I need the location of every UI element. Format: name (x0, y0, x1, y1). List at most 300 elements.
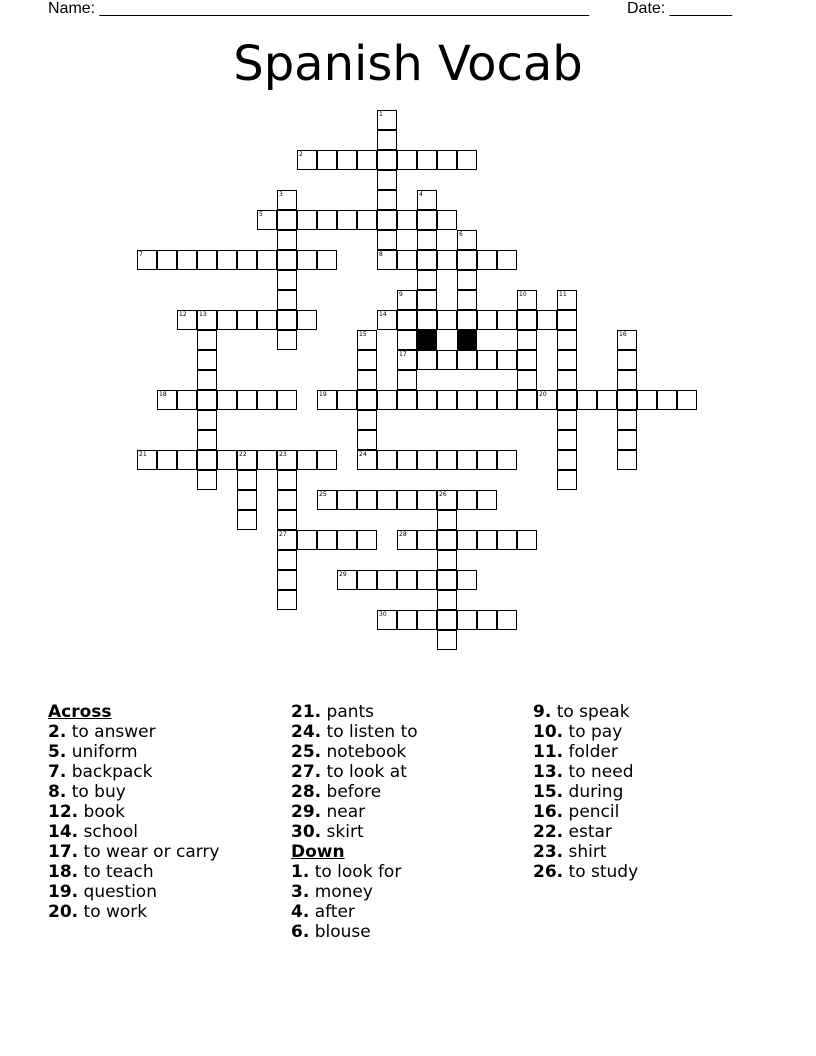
grid-cell[interactable] (277, 490, 297, 510)
grid-cell[interactable] (197, 410, 217, 430)
grid-cell[interactable] (497, 250, 517, 270)
grid-cell[interactable] (157, 250, 177, 270)
grid-cell[interactable] (597, 390, 617, 410)
grid-cell[interactable] (517, 530, 537, 550)
grid-cell[interactable] (217, 450, 237, 470)
grid-cell[interactable] (417, 490, 437, 510)
clue-number-26: 26 (439, 491, 447, 498)
grid-cell[interactable] (157, 450, 177, 470)
clue-number-9: 9 (399, 291, 403, 298)
grid-cell[interactable] (577, 390, 597, 410)
clue-number-3: 3 (279, 191, 283, 198)
grid-cell[interactable] (397, 610, 417, 630)
grid-cell[interactable] (337, 150, 357, 170)
grid-cell[interactable] (617, 370, 637, 390)
clue-item-number: 17. (48, 842, 79, 862)
clue-item-number: 20. (48, 902, 79, 922)
grid-cell[interactable] (437, 550, 457, 570)
grid-cell[interactable] (377, 150, 397, 170)
grid-cell[interactable] (437, 310, 457, 330)
grid-cell[interactable] (397, 310, 417, 330)
grid-cell[interactable] (437, 450, 457, 470)
grid-cell[interactable] (497, 610, 517, 630)
grid-cell[interactable] (497, 390, 517, 410)
grid-cell[interactable] (417, 210, 437, 230)
clue-item (291, 722, 418, 742)
clue-item (291, 922, 418, 942)
grid-cell[interactable] (457, 270, 477, 290)
clue-item (48, 822, 219, 842)
clue-item (533, 722, 638, 742)
grid-cell[interactable] (237, 310, 257, 330)
clue-number-13: 13 (199, 311, 207, 318)
clue-item (48, 882, 219, 902)
clue-item (291, 822, 418, 842)
clue-item-text: before (321, 782, 382, 802)
grid-cell[interactable] (197, 390, 217, 410)
clue-item-text: estar (563, 822, 612, 842)
clue-item (533, 702, 638, 722)
grid-cell[interactable] (357, 570, 377, 590)
clue-number-5: 5 (259, 211, 263, 218)
clue-number-10: 10 (519, 291, 527, 298)
clue-number-7: 7 (139, 251, 143, 258)
grid-cell[interactable] (277, 570, 297, 590)
grid-cell[interactable] (477, 610, 497, 630)
grid-cell[interactable] (457, 350, 477, 370)
clue-item-text: book (78, 802, 125, 822)
clue-item (291, 762, 418, 782)
grid-cell[interactable] (497, 350, 517, 370)
grid-cell[interactable] (357, 350, 377, 370)
clue-item-text: to wear or carry (78, 842, 220, 862)
clue-item-text: pants (321, 702, 375, 722)
black-square (417, 330, 437, 350)
grid-cell[interactable] (277, 330, 297, 350)
clue-item (533, 742, 638, 762)
clue-item-text: folder (563, 742, 618, 762)
grid-cell[interactable] (257, 450, 277, 470)
clue-item-number: 9. (533, 702, 552, 722)
clue-item-number: 18. (48, 862, 79, 882)
grid-cell[interactable] (397, 390, 417, 410)
grid-cell[interactable] (357, 210, 377, 230)
clue-number-4: 4 (419, 191, 423, 198)
grid-cell[interactable] (557, 390, 577, 410)
black-square (457, 330, 477, 350)
clue-item (291, 702, 418, 722)
clue-number-28: 28 (399, 531, 407, 538)
clue-item-number: 2. (48, 722, 67, 742)
grid-cell[interactable] (437, 250, 457, 270)
grid-cell[interactable] (417, 610, 437, 630)
clue-item (48, 862, 219, 882)
grid-cell[interactable] (277, 310, 297, 330)
name-field-label: Name: _______________________________________________________ (48, 0, 589, 17)
clue-item-text: after (309, 902, 355, 922)
clue-heading-down: Down (291, 842, 345, 862)
grid-cell[interactable] (537, 310, 557, 330)
clue-column-2 (291, 702, 418, 942)
grid-cell[interactable] (357, 370, 377, 390)
page-title: Spanish Vocab (233, 36, 583, 92)
grid-cell[interactable] (377, 570, 397, 590)
clue-item-number: 29. (291, 802, 322, 822)
clue-item-text: skirt (321, 822, 364, 842)
grid-cell[interactable] (657, 390, 677, 410)
grid-cell[interactable] (477, 450, 497, 470)
grid-cell[interactable] (437, 390, 457, 410)
grid-cell[interactable] (557, 330, 577, 350)
clue-number-19: 19 (319, 391, 327, 398)
grid-cell[interactable] (457, 610, 477, 630)
clue-item-number: 10. (533, 722, 564, 742)
clue-item-number: 26. (533, 862, 564, 882)
grid-cell[interactable] (277, 590, 297, 610)
grid-cell[interactable] (457, 290, 477, 310)
grid-cell[interactable] (417, 150, 437, 170)
grid-cell[interactable] (397, 570, 417, 590)
clue-item (48, 742, 219, 762)
grid-cell[interactable] (257, 250, 277, 270)
clue-item-text: school (78, 822, 139, 842)
grid-cell[interactable] (517, 390, 537, 410)
grid-cell[interactable] (337, 530, 357, 550)
clue-item (533, 762, 638, 782)
clue-number-14: 14 (379, 311, 387, 318)
clue-number-15: 15 (359, 331, 367, 338)
grid-cell[interactable] (277, 390, 297, 410)
grid-cell[interactable] (617, 350, 637, 370)
date-field-label: Date: _______ (627, 0, 732, 17)
grid-cell[interactable] (197, 350, 217, 370)
grid-cell[interactable] (417, 350, 437, 370)
grid-cell[interactable] (377, 210, 397, 230)
grid-cell[interactable] (617, 430, 637, 450)
grid-cell[interactable] (497, 450, 517, 470)
grid-cell[interactable] (397, 150, 417, 170)
grid-cell[interactable] (477, 530, 497, 550)
clue-item-text: pencil (563, 802, 620, 822)
grid-cell[interactable] (377, 230, 397, 250)
clue-item (48, 762, 219, 782)
clue-item (533, 822, 638, 842)
clue-item (291, 802, 418, 822)
grid-cell[interactable] (357, 150, 377, 170)
grid-cell[interactable] (557, 450, 577, 470)
clue-item (533, 842, 638, 862)
grid-cell[interactable] (457, 530, 477, 550)
grid-cell[interactable] (277, 470, 297, 490)
clue-item-number: 23. (533, 842, 564, 862)
grid-cell[interactable] (437, 590, 457, 610)
grid-cell[interactable] (297, 530, 317, 550)
clue-number-18: 18 (159, 391, 167, 398)
clue-item-text: to answer (66, 722, 156, 742)
grid-cell[interactable] (397, 250, 417, 270)
grid-cell[interactable] (437, 570, 457, 590)
grid-cell[interactable] (417, 450, 437, 470)
grid-cell[interactable] (617, 410, 637, 430)
grid-cell[interactable] (437, 350, 457, 370)
grid-cell[interactable] (317, 150, 337, 170)
clue-item-text: to look for (309, 862, 402, 882)
grid-cell[interactable] (557, 370, 577, 390)
grid-cell[interactable] (357, 430, 377, 450)
grid-cell[interactable] (437, 610, 457, 630)
clue-item (48, 802, 219, 822)
clue-item-text: backpack (66, 762, 153, 782)
clue-number-24: 24 (359, 451, 367, 458)
clue-number-1: 1 (379, 111, 383, 118)
grid-cell[interactable] (517, 310, 537, 330)
grid-cell[interactable] (357, 530, 377, 550)
grid-cell[interactable] (457, 310, 477, 330)
grid-cell[interactable] (517, 370, 537, 390)
grid-cell[interactable] (497, 310, 517, 330)
grid-cell[interactable] (197, 250, 217, 270)
clue-number-8: 8 (379, 251, 383, 258)
grid-cell[interactable] (377, 390, 397, 410)
clue-item-number: 22. (533, 822, 564, 842)
grid-cell[interactable] (357, 490, 377, 510)
grid-cell[interactable] (397, 450, 417, 470)
grid-cell[interactable] (197, 450, 217, 470)
grid-cell[interactable] (177, 250, 197, 270)
clue-number-23: 23 (279, 451, 287, 458)
clue-item-text: to study (563, 862, 639, 882)
grid-cell[interactable] (217, 390, 237, 410)
clue-item (48, 722, 219, 742)
grid-cell[interactable] (277, 290, 297, 310)
grid-cell[interactable] (237, 490, 257, 510)
grid-cell[interactable] (477, 390, 497, 410)
clue-number-25: 25 (319, 491, 327, 498)
clue-item (291, 902, 418, 922)
grid-cell[interactable] (277, 230, 297, 250)
clue-item-number: 27. (291, 762, 322, 782)
grid-cell[interactable] (457, 570, 477, 590)
grid-cell[interactable] (197, 330, 217, 350)
clue-number-2: 2 (299, 151, 303, 158)
grid-cell[interactable] (477, 250, 497, 270)
clue-item (533, 782, 638, 802)
grid-cell[interactable] (377, 190, 397, 210)
clue-number-16: 16 (619, 331, 627, 338)
grid-cell[interactable] (197, 430, 217, 450)
grid-cell[interactable] (277, 250, 297, 270)
grid-cell[interactable] (417, 250, 437, 270)
clue-heading-across: Across (48, 702, 112, 722)
grid-cell[interactable] (357, 410, 377, 430)
clue-item-number: 16. (533, 802, 564, 822)
clue-item-number: 15. (533, 782, 564, 802)
grid-cell[interactable] (417, 390, 437, 410)
clue-item-number: 8. (48, 782, 67, 802)
clue-item-number: 13. (533, 762, 564, 782)
grid-cell[interactable] (297, 210, 317, 230)
clue-item-text: money (309, 882, 373, 902)
grid-cell[interactable] (677, 390, 697, 410)
clue-number-30: 30 (379, 611, 387, 618)
grid-cell[interactable] (477, 350, 497, 370)
clue-item-text: shirt (563, 842, 607, 862)
grid-cell[interactable] (457, 250, 477, 270)
clue-item-number: 1. (291, 862, 310, 882)
grid-cell[interactable] (417, 270, 437, 290)
clue-item-text: near (321, 802, 366, 822)
clue-item (533, 862, 638, 882)
clue-item-number: 21. (291, 702, 322, 722)
clue-item (291, 782, 418, 802)
clue-item-number: 7. (48, 762, 67, 782)
grid-cell[interactable] (457, 150, 477, 170)
grid-cell[interactable] (517, 350, 537, 370)
grid-cell[interactable] (417, 530, 437, 550)
clue-item-text: to buy (66, 782, 126, 802)
grid-cell[interactable] (557, 430, 577, 450)
grid-cell[interactable] (317, 250, 337, 270)
clue-item-number: 19. (48, 882, 79, 902)
grid-cell[interactable] (497, 530, 517, 550)
grid-cell[interactable] (297, 450, 317, 470)
clue-number-27: 27 (279, 531, 287, 538)
grid-cell[interactable] (397, 490, 417, 510)
clue-number-11: 11 (559, 291, 567, 298)
grid-cell[interactable] (337, 490, 357, 510)
grid-cell[interactable] (257, 390, 277, 410)
grid-cell[interactable] (477, 310, 497, 330)
grid-cell[interactable] (477, 490, 497, 510)
grid-cell[interactable] (457, 490, 477, 510)
grid-cell[interactable] (337, 390, 357, 410)
clue-item (291, 862, 418, 882)
grid-cell[interactable] (277, 270, 297, 290)
grid-cell[interactable] (417, 290, 437, 310)
clue-item-text: during (563, 782, 624, 802)
clue-item-number: 11. (533, 742, 564, 762)
grid-cell[interactable] (457, 450, 477, 470)
grid-cell[interactable] (557, 410, 577, 430)
grid-cell[interactable] (437, 530, 457, 550)
grid-cell[interactable] (377, 450, 397, 470)
clue-item-number: 25. (291, 742, 322, 762)
grid-cell[interactable] (197, 470, 217, 490)
clue-item-number: 4. (291, 902, 310, 922)
grid-cell[interactable] (377, 130, 397, 150)
grid-cell[interactable] (217, 310, 237, 330)
clue-item-text: to look at (321, 762, 407, 782)
grid-cell[interactable] (177, 390, 197, 410)
grid-cell[interactable] (257, 310, 277, 330)
grid-cell[interactable] (277, 210, 297, 230)
grid-cell[interactable] (397, 370, 417, 390)
grid-cell[interactable] (457, 390, 477, 410)
clue-item (533, 802, 638, 822)
grid-cell[interactable] (437, 210, 457, 230)
clue-item-text: to teach (78, 862, 154, 882)
grid-cell[interactable] (217, 250, 237, 270)
clue-item-text: question (78, 882, 157, 902)
grid-cell[interactable] (297, 250, 317, 270)
grid-cell[interactable] (417, 310, 437, 330)
grid-cell[interactable] (237, 470, 257, 490)
clue-item (48, 902, 219, 922)
grid-cell[interactable] (377, 490, 397, 510)
grid-cell[interactable] (437, 150, 457, 170)
grid-cell[interactable] (377, 170, 397, 190)
clue-item-number: 12. (48, 802, 79, 822)
clue-item-number: 6. (291, 922, 310, 942)
clue-column-3 (533, 702, 638, 882)
clue-item-number: 24. (291, 722, 322, 742)
grid-cell[interactable] (437, 510, 457, 530)
clue-number-6: 6 (459, 231, 463, 238)
grid-cell[interactable] (317, 450, 337, 470)
grid-cell[interactable] (397, 210, 417, 230)
clue-item-text: uniform (66, 742, 138, 762)
grid-cell[interactable] (337, 210, 357, 230)
clue-number-29: 29 (339, 571, 347, 578)
grid-cell[interactable] (617, 450, 637, 470)
clue-number-20: 20 (539, 391, 547, 398)
clue-number-22: 22 (239, 451, 247, 458)
clue-item (291, 742, 418, 762)
grid-cell[interactable] (417, 230, 437, 250)
clue-item (291, 882, 418, 902)
grid-cell[interactable] (517, 330, 537, 350)
clue-item-number: 14. (48, 822, 79, 842)
grid-cell[interactable] (277, 510, 297, 530)
grid-cell[interactable] (177, 450, 197, 470)
grid-cell[interactable] (237, 390, 257, 410)
clue-item (48, 842, 219, 862)
clue-item-number: 30. (291, 822, 322, 842)
grid-cell[interactable] (617, 390, 637, 410)
clue-item-number: 3. (291, 882, 310, 902)
clue-number-12: 12 (179, 311, 187, 318)
grid-cell[interactable] (557, 350, 577, 370)
grid-cell[interactable] (437, 630, 457, 650)
grid-cell[interactable] (397, 330, 417, 350)
clue-column-1 (48, 702, 219, 922)
clue-item-text: blouse (309, 922, 371, 942)
grid-cell[interactable] (237, 510, 257, 530)
clue-number-17: 17 (399, 351, 407, 358)
clue-item-text: notebook (321, 742, 407, 762)
grid-cell[interactable] (557, 310, 577, 330)
grid-cell[interactable] (277, 550, 297, 570)
clue-item-text: to speak (551, 702, 630, 722)
grid-cell[interactable] (197, 370, 217, 390)
clue-item-text: to listen to (321, 722, 418, 742)
grid-cell[interactable] (637, 390, 657, 410)
grid-cell[interactable] (317, 530, 337, 550)
clue-number-21: 21 (139, 451, 147, 458)
grid-cell[interactable] (237, 250, 257, 270)
clue-item-number: 5. (48, 742, 67, 762)
clue-item-text: to pay (563, 722, 623, 742)
grid-cell[interactable] (417, 570, 437, 590)
clue-item-number: 28. (291, 782, 322, 802)
grid-cell[interactable] (317, 210, 337, 230)
clue-item-text: to need (563, 762, 634, 782)
clue-item-text: to work (78, 902, 148, 922)
grid-cell[interactable] (557, 470, 577, 490)
grid-cell[interactable] (297, 310, 317, 330)
grid-cell[interactable] (357, 390, 377, 410)
clue-item (48, 782, 219, 802)
